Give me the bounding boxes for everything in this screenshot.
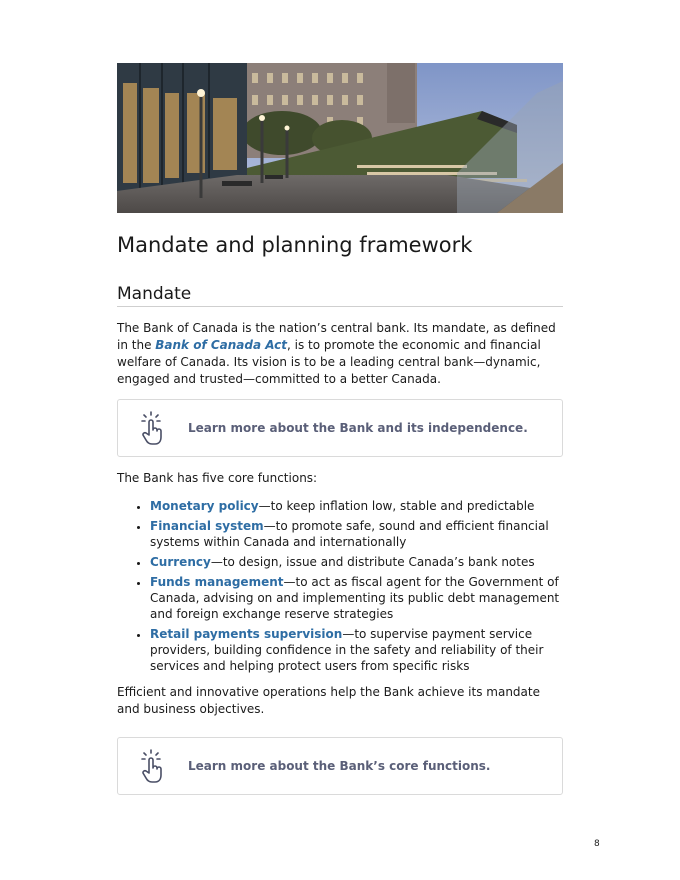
- list-item-desc: —to promote safe, sound and efficient financial systems within Canada and internationally: [150, 519, 549, 549]
- learn-more-independence-callout[interactable]: [117, 399, 563, 457]
- list-item: [150, 574, 563, 622]
- hero-photo: [117, 63, 563, 213]
- page-title: Mandate and planning framework: [117, 233, 473, 257]
- list-item-desc: —to supervise payment service providers, building confidence in the safety and reliability of their services and helping protect users from specific risks: [150, 627, 544, 673]
- currency-link[interactable]: Currency: [150, 555, 211, 569]
- intro-text-2: , is to promote the economic and financial welfare of Canada. Its vision is to be a leading central bank—dynamic, engaged and trusted—committed to a better Canada.: [117, 338, 541, 386]
- list-item: [150, 518, 563, 550]
- tap-finger-icon: [140, 749, 166, 783]
- callout-text: Learn more about the Bank’s core functions.: [188, 759, 491, 773]
- section-heading-mandate: Mandate: [117, 283, 563, 307]
- closing-paragraph: Efficient and innovative operations help the Bank achieve its mandate and business objectives.: [117, 685, 540, 716]
- list-item: [150, 498, 563, 514]
- functions-lead: The Bank has five core functions:: [117, 471, 318, 485]
- learn-more-core-functions-callout[interactable]: [117, 737, 563, 795]
- bank-of-canada-act-link[interactable]: Bank of Canada Act: [155, 338, 288, 352]
- list-item-desc: —to keep inflation low, stable and predictable: [258, 499, 535, 513]
- list-item: [150, 626, 563, 674]
- page-number: 8: [594, 839, 600, 849]
- core-functions-list: [117, 498, 563, 674]
- list-item-desc: —to act as fiscal agent for the Government of Canada, advising on and implementing its public debt management and foreign exchange reserve strategies: [150, 575, 560, 621]
- list-item-desc: —to design, issue and distribute Canada’s bank notes: [210, 555, 535, 569]
- monetary-policy-link[interactable]: Monetary policy: [150, 499, 259, 513]
- funds-management-link[interactable]: Funds management: [150, 575, 284, 589]
- list-item: [150, 554, 563, 570]
- intro-text-1: The Bank of Canada is the nation’s central bank. Its mandate, as defined in the: [117, 321, 556, 352]
- retail-payments-supervision-link[interactable]: Retail payments supervision: [150, 627, 343, 641]
- page-content: [117, 63, 563, 795]
- callout-text: Learn more about the Bank and its independence.: [188, 421, 528, 435]
- intro-paragraph: [117, 320, 563, 388]
- hero-photo-illustration: [117, 63, 563, 213]
- financial-system-link[interactable]: Financial system: [150, 519, 264, 533]
- tap-finger-icon: [140, 411, 166, 445]
